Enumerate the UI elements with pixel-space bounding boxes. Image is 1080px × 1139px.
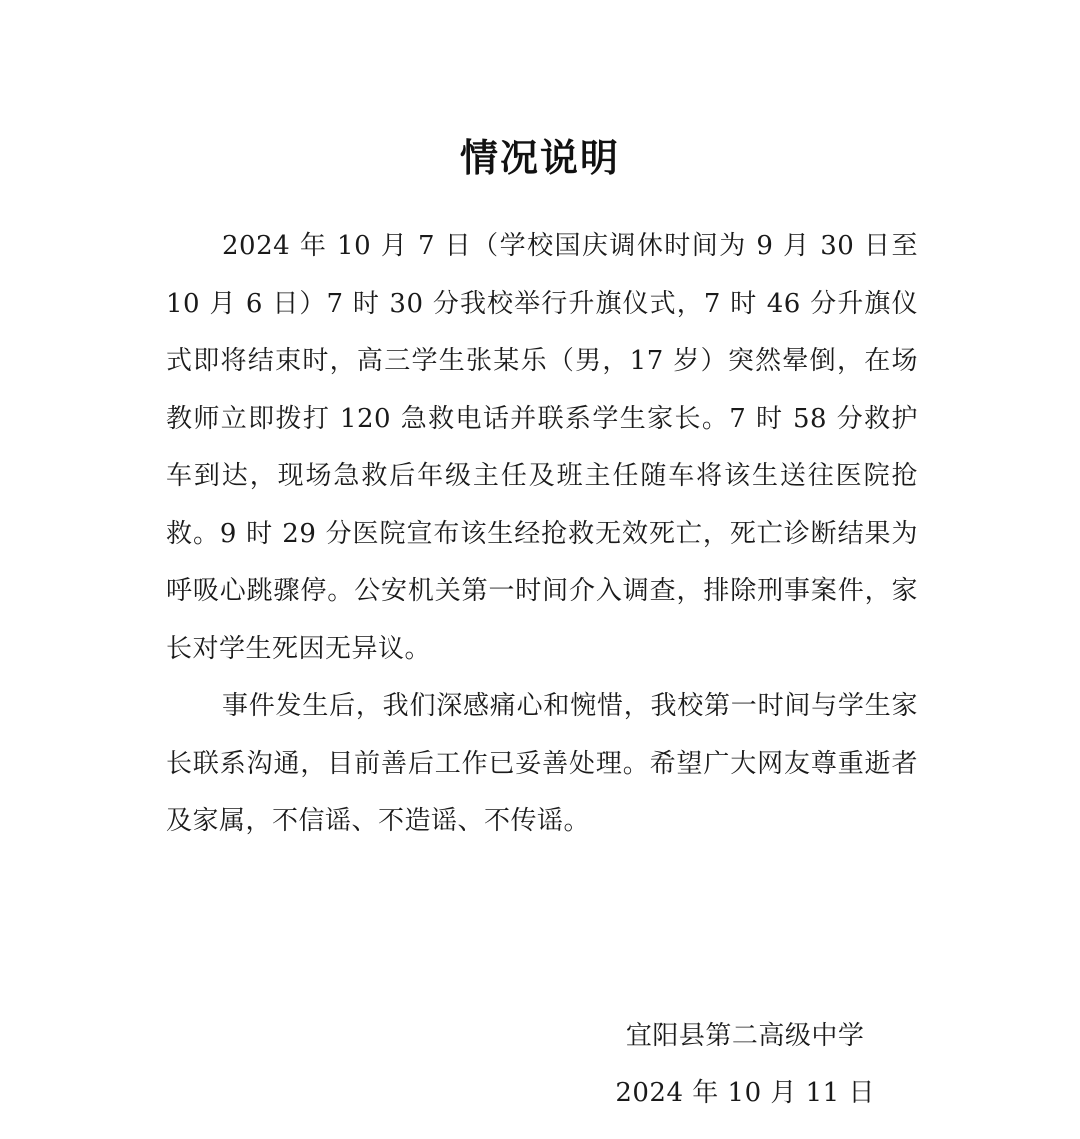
paragraph-aftermath: 事件发生后，我们深感痛心和惋惜，我校第一时间与学生家长联系沟通，目前善后工作已妥善处理。希望广大网友尊重逝者及家属，不信谣、不造谣、不传谣。	[166, 691, 918, 836]
paragraph-incident: 2024 年 10 月 7 日（学校国庆调休时间为 9 月 30 日至 10 月 6 日）7 时 30 分我校举行升旗仪式，7 时 46 分升旗仪式即将结束时，高三学生张某乐（男，17 岁）突然晕倒，在场教师立即拨打 120 急救电话并联系学生家长。7 时 58 分救护车到达，现场急救后年级主任及班主任随车将该生送往医院抢救。9 时 29 分医院宣布该生经抢救无效死亡，死亡诊断结果为呼吸心跳骤停。公安机关第一时间介入调查，排除刑事案件，家长对学生死因无异议。	[166, 231, 918, 664]
document-body	[166, 218, 918, 851]
document-title: 情况说明	[459, 136, 620, 180]
signature-organization: 宜阳县第二高级中学	[625, 1021, 865, 1051]
signature-block	[615, 1008, 875, 1122]
signature-date: 2024 年 10 月 11 日	[615, 1078, 875, 1108]
